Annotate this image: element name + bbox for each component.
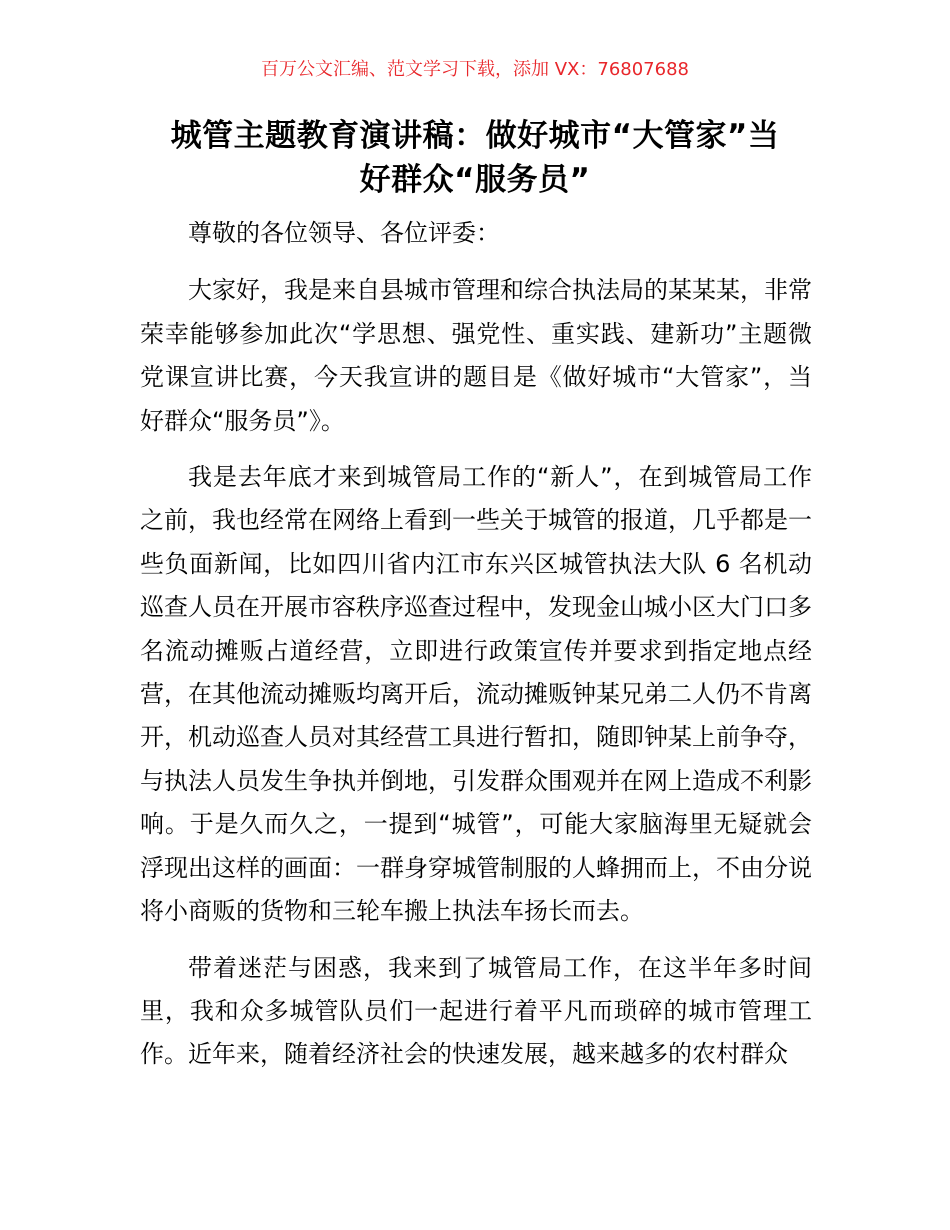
paragraph-3: 带着迷茫与困惑，我来到了城管局工作，在这半年多时间里，我和众多城管队员们一起进行着平凡而琐碎的城市管理工作。近年来，随着经济社会的快速发展，越来越多的农村群众: [140, 953, 812, 1069]
document-body: [140, 212, 812, 1090]
paragraph-1: 大家好，我是来自县城市管理和综合执法局的某某某，非常荣幸能够参加此次“学思想、强党性、重实践、建新功”主题微党课宣讲比赛，今天我宣讲的题目是《做好城市“大管家”，当好群众“服务员”》。: [140, 276, 812, 435]
document-title: [110, 114, 840, 202]
download-notice: 百万公文汇编、范文学习下载，添加 VX：76807688: [261, 59, 689, 80]
title-line-1: 城管主题教育演讲稿：做好城市“大管家”当: [170, 118, 780, 154]
title-line-2: 好群众“服务员”: [359, 162, 591, 198]
paragraph-2: 我是去年底才来到城管局工作的“新人”，在到城管局工作之前，我也经常在网络上看到一些关于城管的报道，几乎都是一些负面新闻，比如四川省内江市东兴区城管执法大队 6 名机动巡查人员在开展市容秩序巡查过程中，发现金山城小区大门口多名流动摊贩占道经营，立即进行政策宣传并要求到指定地点经营，在其他流动摊贩均离开后，流动摊贩钟某兄弟二人仍不肯离开，机动巡查人员对其经营工具进行暂扣，随即钟某上前争夺，与执法人员发生争执并倒地，引发群众围观并在网上造成不利影响。于是久而久之，一提到“城管”，可能大家脑海里无疑就会浮现出这样的画面：一群身穿城管制服的人蜂拥而上，不由分说将小商贩的货物和三轮车搬上执法车扬长而去。: [140, 463, 812, 926]
salutation: 尊敬的各位领导、各位评委：: [188, 219, 500, 247]
